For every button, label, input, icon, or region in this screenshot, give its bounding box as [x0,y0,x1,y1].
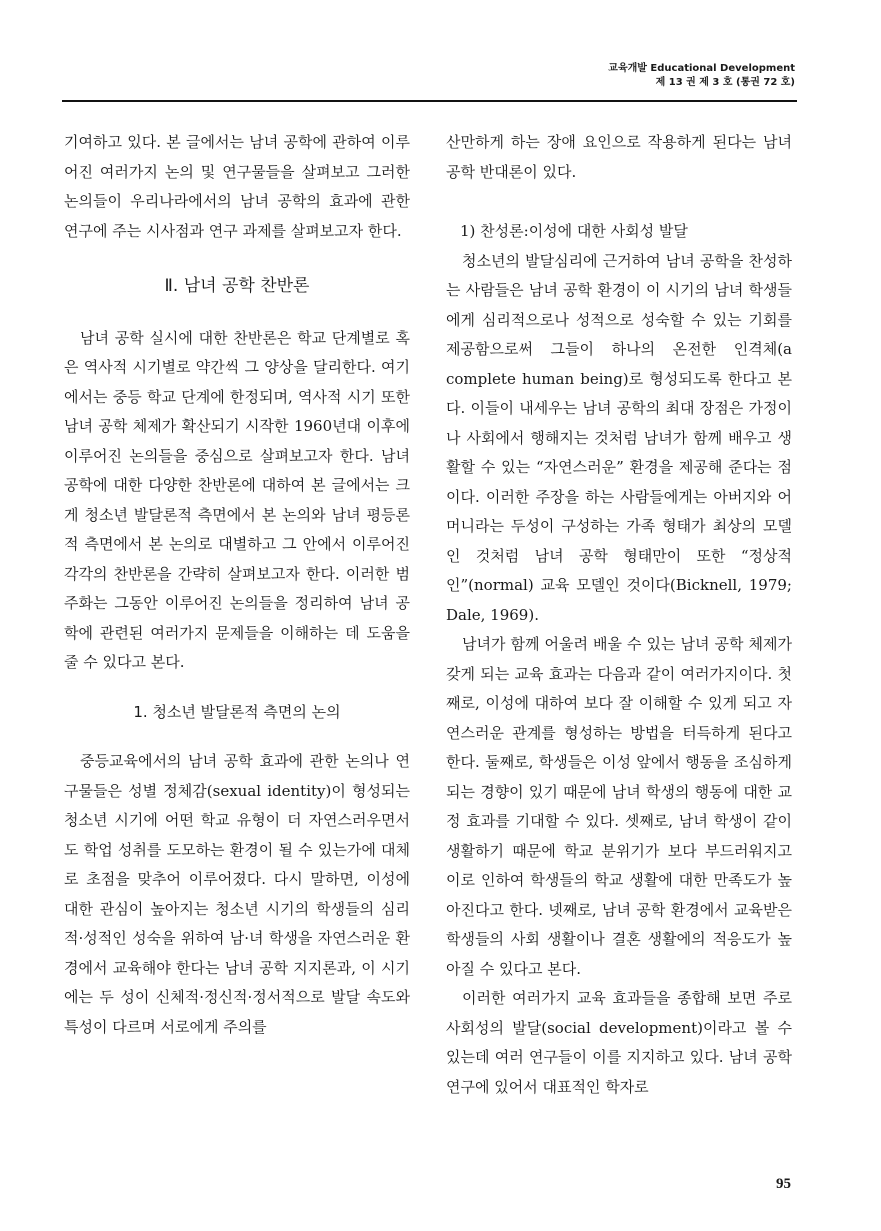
body-paragraph: 청소년의 발달심리에 근거하여 남녀 공학을 찬성하는 사람들은 남녀 공학 환경이 이 시기의 남녀 학생들에게 심리적으로나 성적으로 성숙할 수 있는 기회를 제공함으로써 그들이 하나의 온전한 인격체(a complete human being)로 형성되도록 한다고 본다. 이들이 내세우는 남녀 공학의 최대 장점은 가정이나 사회에서 행해지는 것처럼 남녀가 함께 배우고 생활할 수 있는 “자연스러운” 환경을 제공해 준다는 점이다. 이러한 주장을 하는 사람들에게는 아버지와 어머니라는 두성이 구성하는 가족 형태가 최상의 모델인 것처럼 남녀 공학 형태만이 또한 “정상적인”(normal) 교육 모델인 것이다(Bicknell, 1979; Dale, 1969). [446,251,792,624]
right-column [446,128,792,1102]
body-paragraph: 중등교육에서의 남녀 공학 효과에 관한 논의나 연구물들은 성별 정체감(sexual identity)이 형성되는 청소년 시기에 어떤 학교 유형이 더 자연스러우면서도 학업 성취를 도모하는 환경이 될 수 있는가에 대체로 초점을 맞추어 이루어졌다. 다시 말하면, 이성에 대한 관심이 높아지는 청소년 시기의 학생들의 심리적·성적인 성숙을 위하여 남·녀 학생을 자연스러운 환경에서 교육해야 한다는 남녀 공학 지지론과, 이 시기에는 두 성이 신체적·정신적·정서적으로 발달 속도와 특성이 다르며 서로에게 주의를 [64,752,410,1036]
body-paragraph: 이러한 여러가지 교육 효과들을 종합해 보면 주로 사회성의 발달(social development)이라고 볼 수 있는데 여러 연구들이 이를 지지하고 있다. 남녀 공학 연구에 있어서 대표적인 학자로 [446,989,792,1096]
journal-name: 교육개발 Educational Development [608,63,795,74]
running-header [608,62,795,90]
subsection-title: 1) 찬성론:이성에 대한 사회성 발달 [460,222,688,240]
continued-paragraph: 산만하게 하는 장애 요인으로 작용하게 된다는 남녀공학 반대론이 있다. [446,133,792,181]
page-number: 95 [776,1176,791,1192]
body-paragraph: 남녀 공학 실시에 대한 찬반론은 학교 단계별로 혹은 역사적 시기별로 약간씩 그 양상을 달리한다. 여기에서는 중등 학교 단계에 한정되며, 역사적 시기 또한 남녀 공학 체제가 확산되기 시작한 1960년대 이후에 이루어진 논의들을 중심으로 살펴보고자 한다. 남녀 공학에 대한 다양한 찬반론에 대하여 본 글에서는 크게 청소년 발달론적 측면에서 본 논의와 남녀 평등론적 측면에서 본 논의로 대별하고 그 안에서 이루어진 각각의 찬반론을 간략히 살펴보고자 한다. 이러한 범주화는 그동안 이루어진 논의들을 정리하여 남녀 공학에 관련된 여러가지 문제들을 이해하는 데 도움을 줄 수 있다고 본다. [64,328,410,671]
section-title: Ⅱ. 남녀 공학 찬반론 [164,276,310,296]
intro-paragraph: 기여하고 있다. 본 글에서는 남녀 공학에 관하여 이루어진 여러가지 논의 및 연구물들을 살펴보고 그러한 논의들이 우리나라에서의 남녀 공학의 효과에 관한 연구에 주는 시사점과 연구 과제를 살펴보고자 한다. [64,133,410,240]
body-paragraph: 남녀가 함께 어울려 배울 수 있는 남녀 공학 체제가 갖게 되는 교육 효과는 다음과 같이 여러가지이다. 첫째로, 이성에 대하여 보다 잘 이해할 수 있게 되고 자연스러운 관계를 형성하는 방법을 터득하게 된다고 한다. 둘째로, 학생들은 이성 앞에서 행동을 조심하게 되는 경향이 있기 때문에 남녀 학생의 행동에 대한 교정 효과를 기대할 수 있다. 셋째로, 남녀 학생이 같이 생활하기 때문에 학교 분위기가 보다 부드러워지고 이로 인하여 학생들의 학교 생활에 대한 만족도가 높아진다고 한다. 넷째로, 남녀 공학 환경에서 교육받은 학생들의 사회 생활이나 결혼 생활에의 적응도가 높아질 수 있다고 본다. [446,635,792,978]
subsection-title: 1. 청소년 발달론적 측면의 논의 [133,702,341,721]
volume-info: 제 13 권 제 3 호 (통권 72 호) [655,77,795,88]
left-column [64,128,410,1042]
header-rule [62,100,797,102]
